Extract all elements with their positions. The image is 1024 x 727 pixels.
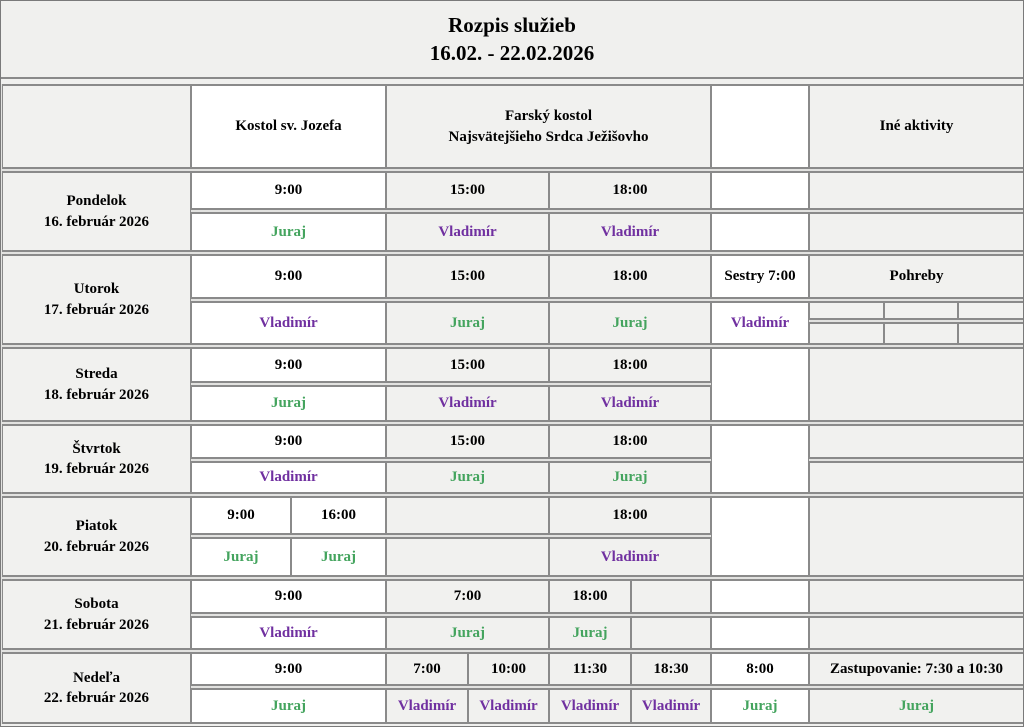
name-cell: Vladimír — [549, 385, 711, 422]
time-cell: Sestry 7:00 — [711, 254, 809, 299]
time-cell: 9:00 — [191, 424, 386, 459]
empty-cell — [809, 579, 1024, 614]
name-cell: Vladimír — [549, 688, 631, 724]
empty-cell — [711, 212, 809, 252]
empty-cell — [809, 347, 1024, 422]
title-line-1: Rozpis služieb — [448, 12, 576, 37]
empty-cell — [711, 496, 809, 577]
day-sobota: Sobota 21. február 2026 — [2, 579, 191, 650]
activity-cell: Zastupovanie: 7:30 a 10:30 — [809, 652, 1024, 686]
name-cell: Vladimír — [191, 461, 386, 494]
time-cell: 7:00 — [386, 579, 549, 614]
pohreby-slot — [809, 322, 884, 345]
name-cell: Juraj — [191, 212, 386, 252]
activity-cell: Pohreby — [809, 254, 1024, 299]
name-cell: Juraj — [549, 616, 631, 650]
page-title — [1, 1, 1023, 79]
name-cell: Juraj — [291, 537, 386, 577]
time-cell: 18:00 — [549, 254, 711, 299]
time-cell: 11:30 — [549, 652, 631, 686]
name-cell: Vladimír — [711, 301, 809, 345]
pohreby-slot — [809, 301, 884, 320]
name-cell: Vladimír — [549, 212, 711, 252]
empty-cell — [386, 496, 549, 535]
day-nedela: Nedeľa 22. február 2026 — [2, 652, 191, 724]
name-cell: Vladimír — [191, 616, 386, 650]
time-cell: 15:00 — [386, 254, 549, 299]
time-cell: 9:00 — [191, 496, 291, 535]
header-blank-mid — [711, 84, 809, 169]
title-line-2: 16.02. - 22.02.2026 — [429, 41, 595, 65]
schedule-grid — [1, 84, 1023, 724]
time-cell: 18:00 — [549, 347, 711, 383]
time-cell: 18:00 — [549, 171, 711, 210]
name-cell: Vladimír — [386, 688, 468, 724]
pohreby-slot — [884, 322, 958, 345]
time-cell: 18:00 — [549, 424, 711, 459]
name-cell: Vladimír — [386, 212, 549, 252]
empty-cell — [809, 424, 1024, 459]
time-cell: 9:00 — [191, 652, 386, 686]
header-blank-left — [2, 84, 191, 169]
time-cell: 8:00 — [711, 652, 809, 686]
day-pondelok: Pondelok 16. február 2026 — [2, 171, 191, 252]
name-cell: Juraj — [386, 616, 549, 650]
empty-cell — [711, 579, 809, 614]
header-farsky-kostol: Farský kostol Najsvätejšieho Srdca Ježišovho — [386, 84, 711, 169]
name-cell: Vladimír — [468, 688, 549, 724]
pohreby-slot — [958, 322, 1024, 345]
empty-cell — [711, 347, 809, 422]
name-cell: Juraj — [386, 301, 549, 345]
name-cell: Juraj — [386, 461, 549, 494]
time-cell: 15:00 — [386, 424, 549, 459]
name-cell: Vladimír — [549, 537, 711, 577]
day-stvrtok: Štvrtok 19. február 2026 — [2, 424, 191, 494]
empty-cell — [711, 616, 809, 650]
day-utorok: Utorok 17. február 2026 — [2, 254, 191, 345]
header-kostol-jozefa: Kostol sv. Jozefa — [191, 84, 386, 169]
empty-cell — [809, 461, 1024, 494]
time-cell: 15:00 — [386, 171, 549, 210]
pohreby-slot — [958, 301, 1024, 320]
empty-cell — [809, 212, 1024, 252]
name-cell: Vladimír — [191, 301, 386, 345]
name-cell: Vladimír — [386, 385, 549, 422]
name-cell: Juraj — [549, 301, 711, 345]
time-cell: 9:00 — [191, 579, 386, 614]
name-cell: Vladimír — [631, 688, 711, 724]
time-cell: 18:00 — [549, 496, 711, 535]
time-cell: 9:00 — [191, 171, 386, 210]
name-cell: Juraj — [191, 385, 386, 422]
time-cell: 15:00 — [386, 347, 549, 383]
time-cell: 18:30 — [631, 652, 711, 686]
empty-cell — [809, 496, 1024, 577]
name-cell: Juraj — [809, 688, 1024, 724]
empty-cell — [631, 616, 711, 650]
empty-cell — [386, 537, 549, 577]
empty-cell — [809, 171, 1024, 210]
time-cell: 7:00 — [386, 652, 468, 686]
time-cell: 18:00 — [549, 579, 631, 614]
empty-cell — [711, 424, 809, 494]
day-streda: Streda 18. február 2026 — [2, 347, 191, 422]
time-cell: 10:00 — [468, 652, 549, 686]
time-cell: 9:00 — [191, 254, 386, 299]
pohreby-slot — [884, 301, 958, 320]
name-cell: Juraj — [191, 688, 386, 724]
header-ine-aktivity: Iné aktivity — [809, 84, 1024, 169]
empty-cell — [809, 616, 1024, 650]
empty-cell — [711, 171, 809, 210]
name-cell: Juraj — [711, 688, 809, 724]
time-cell: 16:00 — [291, 496, 386, 535]
empty-cell — [631, 579, 711, 614]
name-cell: Juraj — [549, 461, 711, 494]
name-cell: Juraj — [191, 537, 291, 577]
time-cell: 9:00 — [191, 347, 386, 383]
day-piatok: Piatok 20. február 2026 — [2, 496, 191, 577]
